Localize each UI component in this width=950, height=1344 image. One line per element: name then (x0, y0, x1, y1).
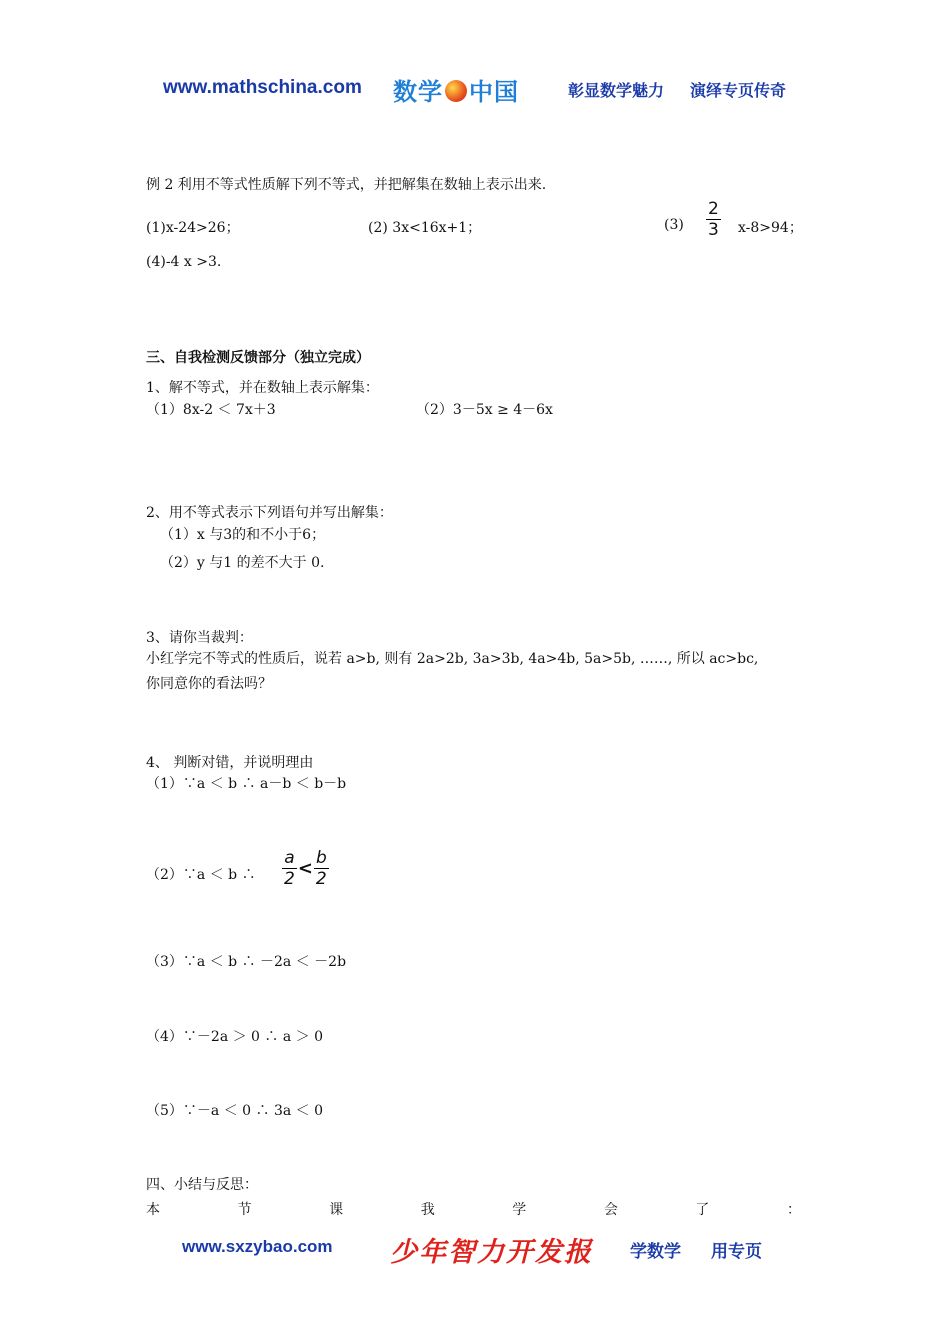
summary-char: 学 (512, 1202, 527, 1218)
q1-part-2: （2）3－5x ≥ 4－6x (416, 402, 553, 418)
q3-title: 3、请你当裁判： (146, 630, 253, 646)
q1-title: 1、解不等式，并在数轴上表示解集： (146, 380, 379, 396)
footer-slogan-1: 学数学 (630, 1242, 681, 1262)
q4-item-2-label: （2）∵a ＜ b ∴ (146, 867, 256, 883)
summary-char: 会 (603, 1202, 618, 1218)
summary-char: ： (786, 1202, 801, 1218)
logo-text-left: 数学 (393, 78, 443, 106)
fraction-numerator: a (282, 848, 297, 869)
logo-text-right: 中国 (469, 78, 519, 106)
section4-summary-line (146, 1199, 801, 1219)
q2-title: 2、用不等式表示下列语句并写出解集： (146, 505, 393, 521)
example2-problem-2: (2) 3x<16x+1； (368, 220, 482, 236)
header-url[interactable]: www.mathschina.com (163, 77, 362, 98)
header-slogan-2: 演绎专页传奇 (690, 81, 787, 100)
footer-slogan-2: 用专页 (711, 1242, 762, 1262)
q4-item-5: （5）∵－a ＜ 0 ∴ 3a ＜ 0 (146, 1103, 324, 1119)
fraction-numerator: b (314, 848, 329, 869)
summary-char: 了 (695, 1202, 710, 1218)
logo-badge-icon (445, 80, 467, 102)
example2-problem-4: (4)-4 x >3. (146, 254, 222, 270)
example2-problem-1: (1)x-24>26； (146, 220, 240, 236)
q4-item-1: （1）∵a ＜ b ∴ a－b ＜ b－b (146, 776, 347, 792)
summary-char: 节 (237, 1202, 252, 1218)
footer-url[interactable]: www.sxzybao.com (182, 1237, 333, 1256)
q4-item-3: （3）∵a ＜ b ∴ －2a ＜ －2b (146, 954, 347, 970)
q3-statement: 小红学完不等式的性质后，说若 a>b, 则有 2a>2b, 3a>3b, 4a>4b, 5a>5b, ……, 所以 ac>bc, (146, 651, 759, 667)
q2-part-2: （2）y 与1 的差不大于 0. (160, 555, 325, 571)
q4-item-2-expression (282, 848, 329, 889)
site-logo (393, 72, 519, 107)
example2-problem-3-fraction (706, 199, 721, 240)
footer-brand-logo: 少年智力开发报 (390, 1237, 593, 1268)
q2-part-1: （1）x 与3的和不小于6； (160, 527, 326, 543)
example2-problem-3-rest: x-8>94； (738, 220, 803, 236)
q3-question: 你同意你的看法吗？ (146, 676, 272, 692)
summary-char: 本 (146, 1202, 160, 1218)
q4-title: 4、 判断对错，并说明理由 (146, 755, 314, 771)
fraction-denominator: 3 (708, 220, 719, 240)
fraction-denominator: 2 (315, 869, 327, 889)
header-slogan-1: 彰显数学魅力 (568, 81, 665, 100)
summary-char: 课 (329, 1202, 344, 1218)
summary-char: 我 (420, 1202, 435, 1218)
section4-title: 四、小结与反思： (146, 1177, 258, 1193)
section3-title: 三、自我检测反馈部分（独立完成） (146, 350, 370, 366)
q1-part-1: （1）8x-2 ＜ 7x＋3 (146, 402, 276, 418)
example2-title: 例 2 利用不等式性质解下列不等式，并把解集在数轴上表示出来. (146, 177, 547, 193)
less-than-sign: < (297, 858, 313, 879)
fraction-denominator: 2 (284, 869, 295, 889)
fraction-numerator: 2 (708, 199, 719, 219)
q4-item-4: （4）∵－2a ＞ 0 ∴ a ＞ 0 (146, 1029, 324, 1045)
example2-problem-3-label: (3) (664, 217, 684, 233)
